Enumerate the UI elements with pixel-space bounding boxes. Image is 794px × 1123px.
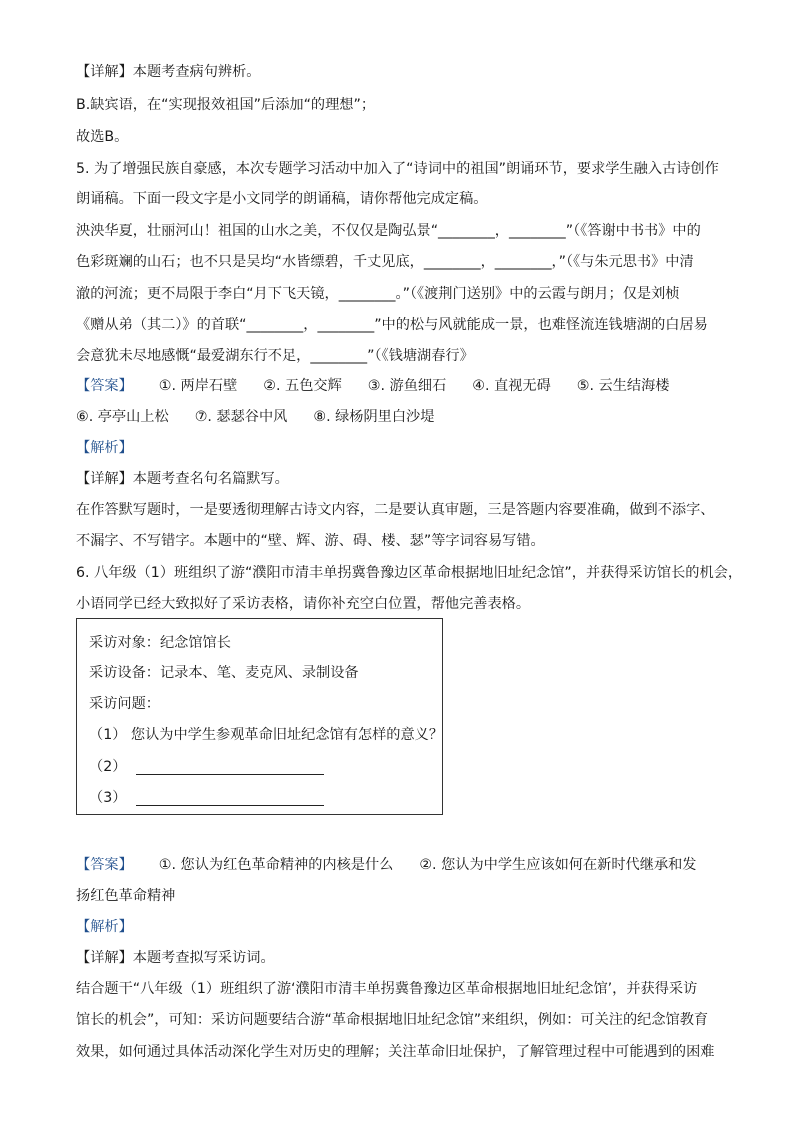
- answer-6-row2: 扬红色革命精神: [76, 888, 176, 904]
- answer-item: ⑥. 亭亭山上松: [76, 409, 169, 425]
- answer-item: ⑦. 瑟瑟谷中风: [194, 409, 288, 425]
- blank-line: [136, 760, 324, 775]
- text-line: 朗诵稿。下面一段文字是小文同学的朗诵稿，请你帮他完成定稿。: [76, 191, 488, 207]
- analysis-tag: 【解析】: [76, 919, 133, 935]
- answer-tag: 【答案】: [76, 378, 133, 394]
- text-line: 在作答默写题时，一是要透彻理解古诗文内容，二是要认真审题，三是答题内容要准确，做到不添字、: [76, 502, 715, 518]
- question-number: （3）: [89, 790, 127, 806]
- passage-line: 澈的河流；更不局限于李白“月下飞天镜，________。”（《渡荆门送别》中的云霞与朗月；仅是刘桢: [76, 286, 680, 302]
- answer-item: ②. 五色交辉: [263, 378, 342, 394]
- passage-line: 泱泱华夏，壮丽河山！祖国的山水之美，不仅仅是陶弘景“________，________”（《答谢中书书》中的: [76, 223, 701, 239]
- detail-line: 【详解】本题考查病句辨析。: [76, 64, 261, 80]
- text-line: 馆长的机会”，可知：采访问题要结合游“革命根据地旧址纪念馆”来组织，例如：可关注的纪念馆教育: [76, 1012, 709, 1028]
- text-line: 故选B。: [76, 129, 129, 145]
- question-number: （2）: [89, 759, 127, 775]
- text-line: 小语同学已经大致拟好了采访表格，请你补充空白位置，帮他完善表格。: [76, 596, 531, 612]
- interview-question-2: [89, 757, 324, 777]
- answer-tag: 【答案】: [76, 857, 133, 873]
- question-5-line: 5. 为了增强民族自豪感，本次专题学习活动中加入了“诗词中的祖国”朗诵环节，要求学生融入古诗创作: [76, 161, 719, 177]
- text-line: B.缺宾语，在“实现报效祖国”后添加“的理想”；: [76, 97, 376, 113]
- answer-6-row1: [76, 855, 696, 875]
- blank-line: [136, 791, 324, 806]
- answer-item: ②. 您认为中学生应该如何在新时代继承和发: [419, 857, 697, 873]
- detail-line: 【详解】本题考查拟写采访词。: [76, 950, 275, 966]
- answer-item: ⑤. 云生结海楼: [576, 378, 670, 394]
- passage-line: 色彩斑斓的山石；也不只是吴均“水皆缥碧，千丈见底，________，________，”（《与朱元思书》中清: [76, 254, 694, 270]
- interview-question-3: [89, 788, 324, 808]
- interview-equipment: 采访设备：记录本、笔、麦克风、录制设备: [89, 665, 359, 681]
- text-line: 结合题干“八年级（1）班组织了游‘濮阳市清丰单拐冀鲁豫边区革命根据地旧址纪念馆’，并获得采访: [76, 981, 698, 997]
- interview-table: [76, 618, 443, 815]
- answer-item: ⑧. 绿杨阴里白沙堤: [313, 409, 435, 425]
- answer-5-row1: [76, 376, 669, 396]
- analysis-tag: 【解析】: [76, 440, 133, 456]
- answer-item: ①. 您认为红色革命精神的内核是什么: [158, 857, 394, 873]
- interview-object: 采访对象：纪念馆馆长: [89, 635, 231, 651]
- detail-line: 【详解】本题考查名句名篇默写。: [76, 471, 289, 487]
- answer-item: ④. 直视无碍: [472, 378, 551, 394]
- passage-line: 会意犹未尽地感慨“最爱湖东行不足，________”（《钱塘湖春行》: [76, 348, 474, 364]
- answer-item: ①. 两岸石壁: [158, 378, 238, 394]
- passage-line: 《赠从弟（其二）》的首联“________，________”中的松与风就能成一景，也难怪流连钱塘湖的白居易: [76, 317, 708, 333]
- text-line: 不漏字、不写错字。本题中的“壁、辉、游、碍、楼、瑟”等字词容易写错。: [76, 533, 545, 549]
- answer-item: ③. 游鱼细石: [367, 378, 447, 394]
- answer-5-row2: [76, 407, 434, 427]
- interview-questions-label: 采访问题：: [89, 696, 160, 712]
- interview-question-1: （1） 您认为中学生参观革命旧址纪念馆有怎样的意义？: [89, 727, 444, 743]
- text-line: 效果，如何通过具体活动深化学生对历史的理解；关注革命旧址保护，了解管理过程中可能遇到的困难: [76, 1044, 715, 1060]
- question-6-line: 6. 八年级（1）班组织了游“濮阳市清丰单拐冀鲁豫边区革命根据地旧址纪念馆”，并获得采访馆长的机会，: [76, 565, 743, 581]
